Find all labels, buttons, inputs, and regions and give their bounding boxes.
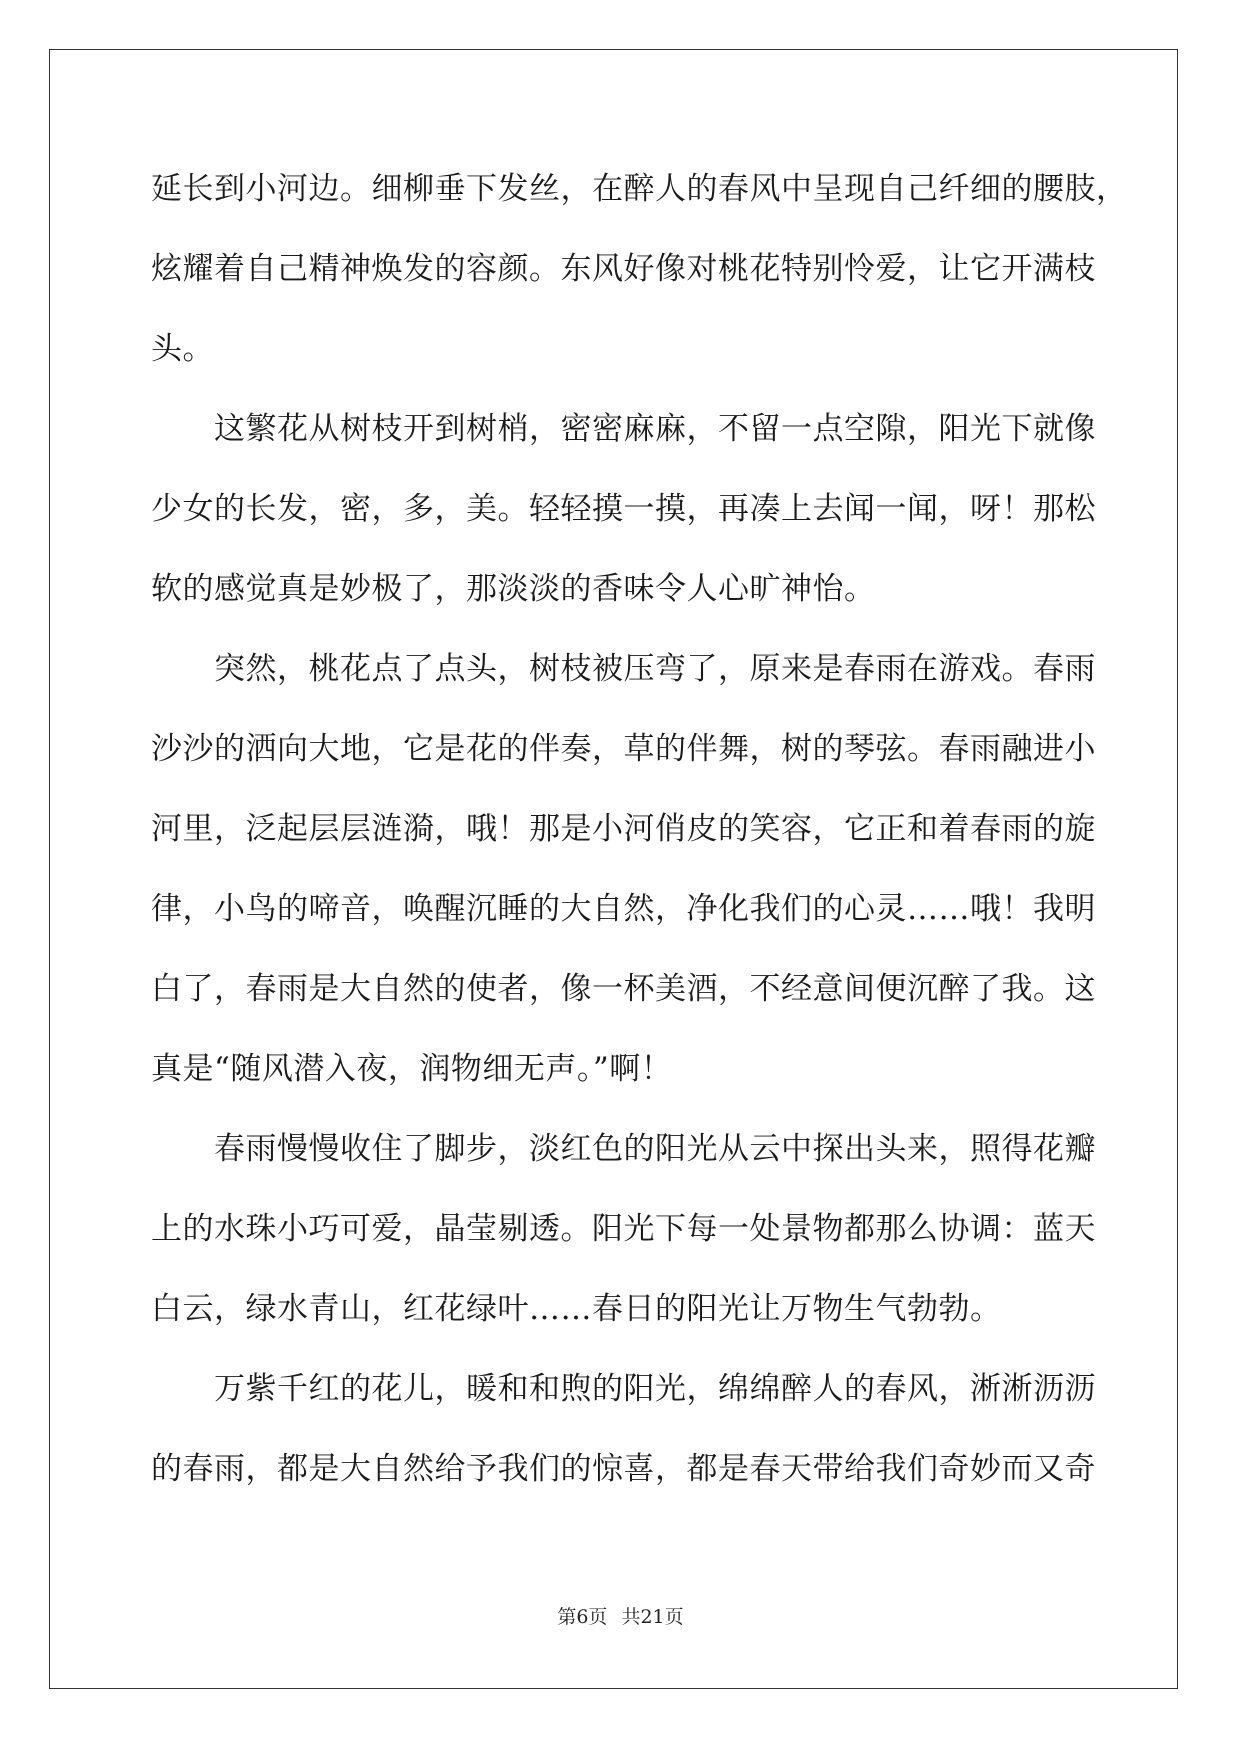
paragraph-start-line: 这繁花从树枝开到树梢，密密麻麻，不留一点空隙，阳光下就像: [214, 411, 1096, 447]
text-line: 软的感觉真是妙极了，那淡淡的香味令人心旷神怡。: [151, 571, 876, 607]
text-line: 头。: [151, 331, 214, 367]
current-page-label: 第6页: [557, 1606, 608, 1628]
text-line: 延长到小河边。细柳垂下发丝，在醉人的春风中呈现自己纤细的腰肢，: [151, 171, 1128, 207]
text-line: 真是“随风潜入夜，润物细无声。”啊！: [151, 1051, 673, 1087]
paragraph-start-line: 突然，桃花点了点头，树枝被压弯了，原来是春雨在游戏。春雨: [214, 651, 1096, 687]
text-line: 炫耀着自己精神焕发的容颜。东风好像对桃花特别怜爱，让它开满枝: [151, 251, 1096, 287]
text-line: 的春雨，都是大自然给予我们的惊喜，都是春天带给我们奇妙而又奇: [151, 1451, 1096, 1487]
text-line: 白云，绿水青山，红花绿叶……春日的阳光让万物生气勃勃。: [151, 1291, 1002, 1327]
document-body: [151, 163, 1128, 1523]
total-pages-label: 共21页: [621, 1606, 684, 1628]
text-line: 少女的长发，密，多，美。轻轻摸一摸，再凑上去闻一闻，呀！那松: [151, 491, 1096, 527]
paragraph-start-line: 春雨慢慢收住了脚步，淡红色的阳光从云中探出头来，照得花瓣: [214, 1131, 1096, 1167]
text-line: 白了，春雨是大自然的使者，像一杯美酒，不经意间便沉醉了我。这: [151, 971, 1096, 1007]
text-line: 河里，泛起层层涟漪，哦！那是小河俏皮的笑容，它正和着春雨的旋: [151, 811, 1096, 847]
text-line: 沙沙的洒向大地，它是花的伴奏，草的伴舞，树的琴弦。春雨融进小: [151, 731, 1096, 767]
paragraph-start-line: 万紫千红的花儿，暖和和煦的阳光，绵绵醉人的春风，淅淅沥沥: [214, 1371, 1096, 1407]
page-footer: [0, 1605, 1241, 1629]
text-line: 上的水珠小巧可爱，晶莹剔透。阳光下每一处景物都那么协调：蓝天: [151, 1211, 1096, 1247]
text-line: 律，小鸟的啼音，唤醒沉睡的大自然，净化我们的心灵……哦！我明: [151, 891, 1096, 927]
